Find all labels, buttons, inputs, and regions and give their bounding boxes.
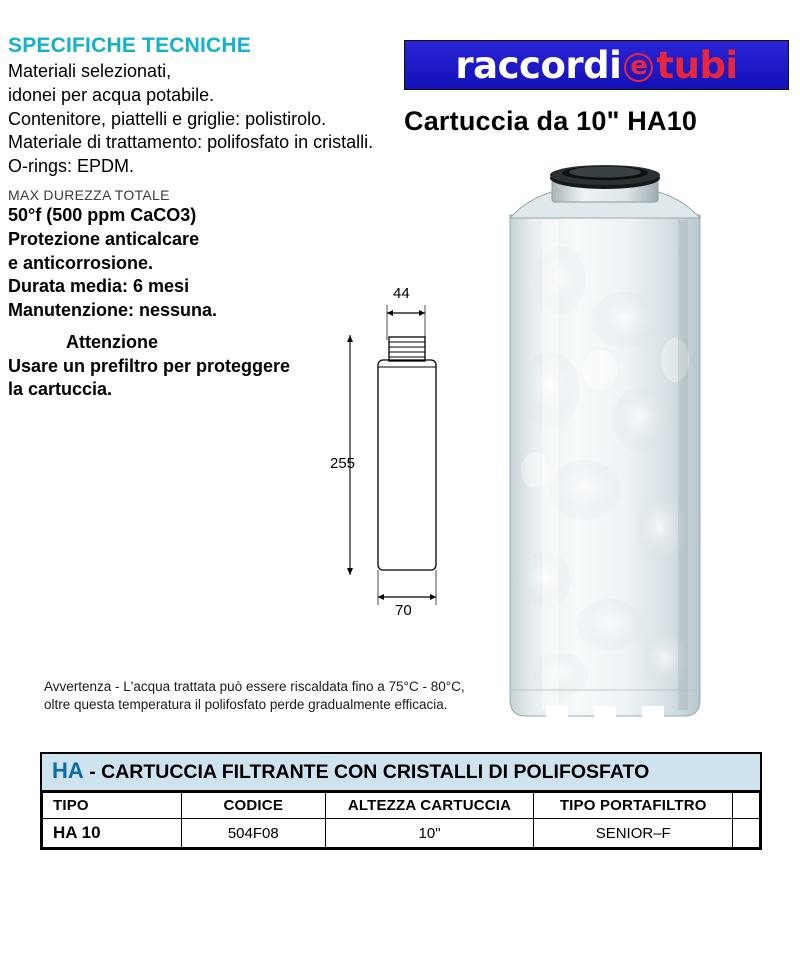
brand-logo [404, 40, 789, 90]
dimension-height: 255 [330, 455, 356, 472]
attention-title: Attenzione [66, 331, 158, 352]
logo-e-icon: e [624, 53, 653, 82]
specs-title: SPECIFICHE TECNICHE [8, 34, 251, 57]
column-header-portafiltro: TIPO PORTAFILTRO [534, 793, 733, 819]
protection-line-1: Protezione anticalcare [8, 228, 200, 249]
table-header-banner [42, 754, 760, 792]
column-header-tipo: TIPO [43, 793, 182, 819]
specs-line-4: Materiale di trattamento: polifosfato in cristalli. [8, 132, 374, 153]
specs-line-2: idonei per acqua potabile. [8, 84, 215, 105]
column-header-codice: CODICE [181, 793, 325, 819]
dimension-top-width: 44 [393, 285, 410, 302]
specs-line-1: Materiali selezionati, [8, 61, 172, 81]
logo-word-tubi: tubi [656, 43, 738, 87]
column-header-altezza: ALTEZZA CARTUCCIA [325, 793, 534, 819]
dimension-bottom-width: 70 [395, 602, 412, 619]
cell-tipo: HA 10 [43, 819, 182, 848]
product-title: Cartuccia da 10" HA10 [404, 106, 698, 136]
specs-line-3: Contenitore, piattelli e griglie: polistirolo. [8, 108, 327, 129]
cell-altezza: 10" [325, 819, 534, 848]
average-duration: Durata media: 6 mesi [8, 276, 190, 297]
warning-note: Avvertenza - L'acqua trattata può essere riscaldata fino a 75°C - 80°C, oltre questa temperatura il polifosfato perde gradualmente efficacia. [44, 679, 465, 713]
cartridge-photo [490, 160, 720, 750]
table-header-text: - CARTUCCIA FILTRANTE CON CRISTALLI DI POLIFOSFATO [89, 761, 650, 783]
cell-portafiltro: SENIOR–F [534, 819, 733, 848]
max-hardness-value: 50°f (500 ppm CaCO3) [8, 205, 197, 226]
cell-codice: 504F08 [181, 819, 325, 848]
attention-line-2: la cartuccia. [8, 379, 113, 400]
table-header-row [43, 793, 760, 819]
column-header-extra [733, 793, 760, 819]
protection-line-2: e anticorrosione. [8, 252, 154, 273]
cell-extra [733, 819, 760, 848]
max-hardness-label: MAX DUREZZA TOTALE [8, 186, 170, 203]
specs-line-5: O-rings: EPDM. [8, 156, 135, 176]
maintenance: Manutenzione: nessuna. [8, 300, 218, 321]
table-row [43, 819, 760, 848]
logo-word-raccordi: raccordi [455, 43, 622, 87]
attention-line-1: Usare un prefiltro per proteggere [8, 355, 291, 376]
table-header-code: HA [52, 758, 84, 783]
product-table [40, 752, 762, 850]
